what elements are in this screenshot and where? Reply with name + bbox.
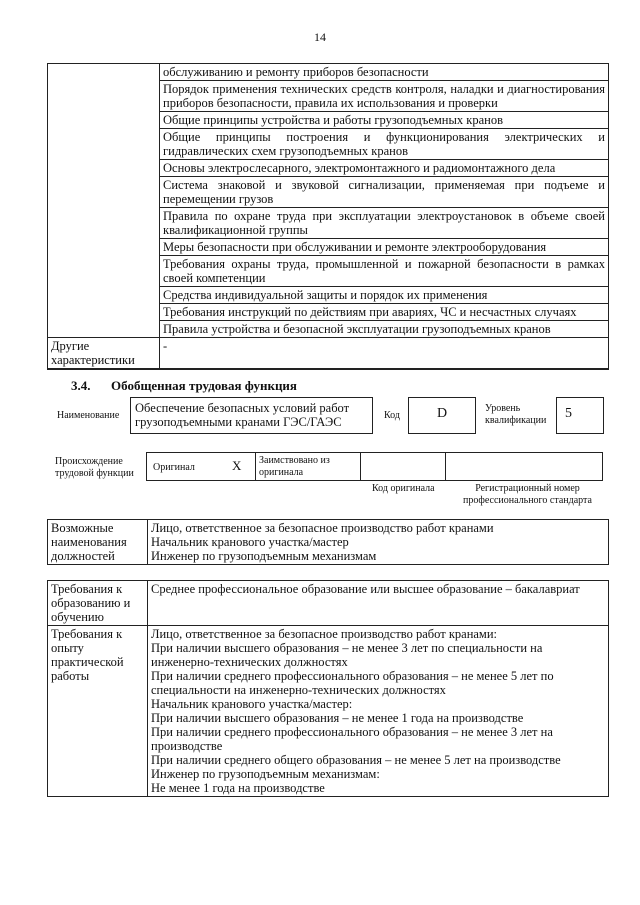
code-original-caption: Код оригинала <box>372 483 435 494</box>
other-characteristics-value: - <box>160 338 609 370</box>
name-label: Наименование <box>57 410 120 421</box>
empty-label-cell <box>48 64 160 338</box>
code-original-box <box>360 452 446 481</box>
position-line: Лицо, ответственное за безопасное производство работ кранами <box>151 521 494 535</box>
experience-line: Начальник кранового участка/мастер: <box>151 697 353 711</box>
reg-number-box <box>445 452 603 481</box>
knowledge-item: обслуживанию и ремонту приборов безопасности <box>160 64 609 81</box>
positions-label: Возможные наименования должностей <box>48 520 148 565</box>
education-label: Требования к образованию и обучению <box>48 581 148 626</box>
reg-number-caption: Регистрационный номер профессионального стандарта <box>463 483 592 506</box>
table-row <box>48 338 609 370</box>
level-label: Уровень квалификации <box>485 403 547 426</box>
original-text: Оригинал <box>153 462 195 473</box>
position-line: Начальник кранового участка/мастер <box>151 535 349 549</box>
knowledge-item: Средства индивидуальной защиты и порядок их применения <box>160 287 609 304</box>
knowledge-item: Правила по охране труда при эксплуатации электроустановок в объеме своей квалификационной группы <box>160 208 609 239</box>
education-value: Среднее профессиональное образование или высшее образование – бакалавриат <box>148 581 609 626</box>
experience-line: При наличии высшего образования – не менее 1 года на производстве <box>151 711 524 725</box>
section-title: Обобщенная трудовая функция <box>111 378 297 393</box>
code-value-box: D <box>408 397 476 434</box>
position-line: Инженер по грузоподъемным механизмам <box>151 549 377 563</box>
borrowed-box <box>255 452 361 481</box>
original-mark: X <box>232 458 242 473</box>
knowledge-item: Требования охраны труда, промышленной и пожарной безопасности в рамках своей компетенции <box>160 256 609 287</box>
experience-line: Лицо, ответственное за безопасное производство работ кранами: <box>151 627 498 641</box>
knowledge-item: Требования инструкций по действиям при авариях, ЧС и несчастных случаях <box>160 304 609 321</box>
knowledge-item: Меры безопасности при обслуживании и ремонте электрооборудования <box>160 239 609 256</box>
level-value-box: 5 <box>556 397 604 434</box>
other-characteristics-label: Другие характеристики <box>48 338 160 370</box>
knowledge-item: Общие принципы построения и функционирования электрических и гидравлических схем грузоподъемных кранов <box>160 129 609 160</box>
table-row <box>48 64 609 81</box>
experience-line: Инженер по грузоподъемным механизмам: <box>151 767 380 781</box>
experience-value <box>148 626 609 797</box>
knowledge-item: Правила устройства и безопасной эксплуатации грузоподъемных кранов <box>160 321 609 338</box>
table-row <box>48 520 609 565</box>
original-box <box>146 452 256 481</box>
page-number: 14 <box>314 30 326 44</box>
knowledge-item: Система знаковой и звуковой сигнализации, применяемая при подъеме и перемещении грузов <box>160 177 609 208</box>
section-number: 3.4. <box>71 378 91 393</box>
borrowed-text: Заимствовано из оригинала <box>259 455 330 478</box>
experience-line: При наличии среднего профессионального образования – не менее 3 лет на производстве <box>151 725 553 753</box>
table-row <box>48 626 609 797</box>
experience-line: При наличии высшего образования – не менее 3 лет по специальности на инженерно-технических должностях <box>151 641 543 669</box>
knowledge-table <box>47 63 609 370</box>
requirements-table <box>47 580 609 797</box>
origin-label: Происхождение трудовой функции <box>55 456 134 479</box>
table-row <box>48 581 609 626</box>
experience-line: При наличии среднего профессионального образования – не менее 5 лет по специальности на инженерно-технических должностях <box>151 669 554 697</box>
section-heading <box>71 378 297 394</box>
positions-table <box>47 519 609 565</box>
experience-line: При наличии среднего общего образования – не менее 5 лет на производстве <box>151 753 561 767</box>
positions-value <box>148 520 609 565</box>
knowledge-item: Общие принципы устройства и работы грузоподъемных кранов <box>160 112 609 129</box>
knowledge-item: Порядок применения технических средств контроля, наладки и диагностирования приборов безопасности, правила их использования и проверки <box>160 81 609 112</box>
knowledge-item: Основы электрослесарного, электромонтажного и радиомонтажного дела <box>160 160 609 177</box>
name-value-box: Обеспечение безопасных условий работ грузоподъемными кранами ГЭС/ГАЭС <box>130 397 373 434</box>
experience-line: Не менее 1 года на производстве <box>151 781 325 795</box>
code-label: Код <box>384 410 400 421</box>
experience-label: Требования к опыту практической работы <box>48 626 148 797</box>
